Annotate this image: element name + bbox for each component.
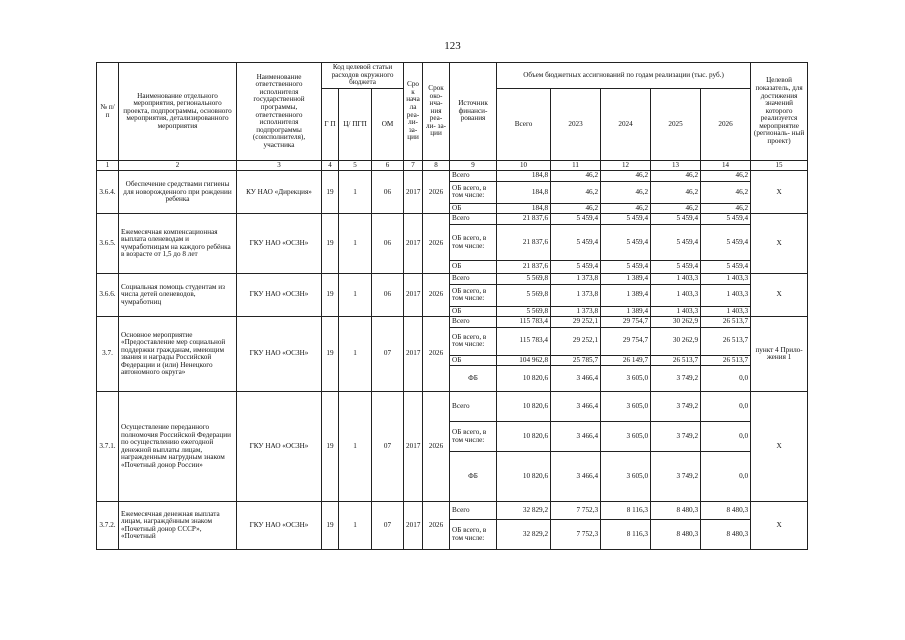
table-row [97,317,808,328]
funding-source: ФБ [450,366,497,392]
amount-2026: 0,0 [701,392,751,422]
amount-2026: 26 513,7 [701,355,751,366]
start-year: 2017 [404,317,423,392]
amount-2024: 3 605,0 [601,392,651,422]
funding-source: ФБ [450,452,497,502]
header-total: Всего [497,89,551,161]
funding-source: ОБ [450,306,497,317]
amount-2026: 26 513,7 [701,317,751,328]
amount-2026: 5 459,4 [701,261,751,274]
header-volume-group: Объем бюджетных ассигнований по годам реализации (тыс. руб.) [497,63,751,89]
amount-2024: 1 389,4 [601,306,651,317]
amount-2023: 46,2 [551,203,601,214]
header-target: Целевой показатель, для достижения значений которого реализуется мероприятие (региональ- ный проект) [751,63,808,161]
end-year: 2026 [423,214,450,274]
amount-total: 10 820,6 [497,422,551,452]
funding-source: Всего [450,317,497,328]
table-row [97,171,808,182]
col-number: 8 [423,161,450,171]
code-pgp: 1 [339,392,372,502]
code-om: 07 [372,392,404,502]
amount-2023: 25 785,7 [551,355,601,366]
amount-2023: 3 466,4 [551,452,601,502]
responsible-executor: ГКУ НАО «ОСЗН» [237,214,322,274]
start-year: 2017 [404,502,423,550]
responsible-executor: ГКУ НАО «ОСЗН» [237,392,322,502]
amount-total: 104 962,8 [497,355,551,366]
amount-2024: 5 459,4 [601,214,651,225]
amount-2026: 8 480,3 [701,520,751,550]
start-year: 2017 [404,214,423,274]
code-pgp: 1 [339,274,372,317]
col-number: 10 [497,161,551,171]
col-number: 9 [450,161,497,171]
amount-2023: 46,2 [551,181,601,203]
row-number: 3.6.6. [97,274,119,317]
amount-2025: 3 749,2 [651,422,701,452]
col-number: 12 [601,161,651,171]
responsible-executor: ГКУ НАО «ОСЗН» [237,274,322,317]
table-row [97,274,808,285]
header-year-2026: 2026 [701,89,751,161]
header-year-2024: 2024 [601,89,651,161]
funding-source: Всего [450,392,497,422]
responsible-executor: КУ НАО «Дирекция» [237,171,322,214]
funding-source: ОБ всего, в том числе: [450,327,497,355]
amount-2025: 3 749,2 [651,392,701,422]
row-number: 3.6.5. [97,214,119,274]
amount-total: 10 820,6 [497,366,551,392]
col-number: 14 [701,161,751,171]
amount-2023: 5 459,4 [551,225,601,261]
amount-2024: 46,2 [601,171,651,182]
target-indicator: Х [751,274,808,317]
amount-2026: 46,2 [701,181,751,203]
funding-source: ОБ [450,261,497,274]
amount-2026: 0,0 [701,366,751,392]
amount-2023: 1 373,8 [551,284,601,306]
funding-source: Всего [450,502,497,520]
code-gp: 19 [322,502,339,550]
amount-2024: 5 459,4 [601,225,651,261]
amount-2026: 46,2 [701,171,751,182]
funding-source: ОБ всего, в том числе: [450,225,497,261]
amount-total: 32 829,2 [497,502,551,520]
amount-2026: 1 403,3 [701,306,751,317]
amount-total: 21 837,6 [497,261,551,274]
amount-2025: 30 262,9 [651,327,701,355]
measure-name: Социальная помощь студентам из числа детей оленеводов, чумработниц [119,274,237,317]
start-year: 2017 [404,392,423,502]
code-pgp: 1 [339,214,372,274]
amount-total: 10 820,6 [497,452,551,502]
code-gp: 19 [322,392,339,502]
code-pgp: 1 [339,171,372,214]
header-year-2025: 2025 [651,89,701,161]
amount-2025: 5 459,4 [651,261,701,274]
amount-2026: 5 459,4 [701,225,751,261]
amount-2023: 29 252,1 [551,327,601,355]
code-om: 06 [372,214,404,274]
end-year: 2026 [423,171,450,214]
end-year: 2026 [423,502,450,550]
amount-2024: 46,2 [601,181,651,203]
amount-2024: 26 149,7 [601,355,651,366]
col-number: 6 [372,161,404,171]
responsible-executor: ГКУ НАО «ОСЗН» [237,317,322,392]
header-code-group: Код целевой статьи расходов окружного бюджета [322,63,404,89]
start-year: 2017 [404,274,423,317]
amount-2025: 26 513,7 [651,355,701,366]
end-year: 2026 [423,274,450,317]
amount-2024: 1 389,4 [601,274,651,285]
target-indicator: пункт 4 Прило- жения 1 [751,317,808,392]
amount-total: 5 569,8 [497,284,551,306]
amount-2023: 1 373,8 [551,274,601,285]
amount-2026: 0,0 [701,452,751,502]
amount-2025: 46,2 [651,171,701,182]
amount-2025: 5 459,4 [651,225,701,261]
amount-2025: 30 262,9 [651,317,701,328]
amount-total: 184,8 [497,171,551,182]
amount-2025: 8 480,3 [651,502,701,520]
amount-2024: 3 605,0 [601,452,651,502]
amount-2023: 3 466,4 [551,366,601,392]
amount-2026: 26 513,7 [701,327,751,355]
header-start: Срок нача ла реа- ли- за- ции [404,63,423,161]
table-row [97,214,808,225]
header-gp: Г П [322,89,339,161]
col-number: 2 [119,161,237,171]
amount-total: 115 783,4 [497,327,551,355]
col-number: 7 [404,161,423,171]
amount-2026: 1 403,3 [701,274,751,285]
budget-table [96,62,808,550]
amount-2025: 46,2 [651,181,701,203]
code-gp: 19 [322,317,339,392]
column-number-row [97,161,808,171]
amount-2024: 8 116,3 [601,520,651,550]
code-gp: 19 [322,214,339,274]
target-indicator: Х [751,214,808,274]
amount-2026: 1 403,3 [701,284,751,306]
amount-2025: 1 403,3 [651,284,701,306]
header-om: ОМ [372,89,404,161]
measure-name: Осуществление переданного полномочия Российской Федерации по осуществлению ежегодной денежной выплаты лицам, награжденным нагрудным знаком «Почетный донор России» [119,392,237,502]
row-number: 3.7.1. [97,392,119,502]
measure-name: Ежемесячная денежная выплата лицам, награждённым знаком «Почетный донор СССР», «Почетный [119,502,237,550]
amount-2025: 8 480,3 [651,520,701,550]
amount-2025: 5 459,4 [651,214,701,225]
amount-2024: 5 459,4 [601,261,651,274]
row-number: 3.7.2. [97,502,119,550]
header-source: Источник финанси- рования [450,63,497,161]
end-year: 2026 [423,392,450,502]
funding-source: Всего [450,274,497,285]
page-number: 123 [444,40,461,52]
amount-total: 32 829,2 [497,520,551,550]
amount-2023: 3 466,4 [551,392,601,422]
amount-2023: 7 752,3 [551,502,601,520]
amount-2026: 0,0 [701,422,751,452]
col-number: 11 [551,161,601,171]
header-pgp: Ц/ ПГП [339,89,372,161]
amount-2023: 1 373,8 [551,306,601,317]
code-om: 07 [372,502,404,550]
amount-2023: 46,2 [551,171,601,182]
amount-2023: 3 466,4 [551,422,601,452]
amount-total: 21 837,6 [497,214,551,225]
amount-2025: 1 403,3 [651,306,701,317]
funding-source: Всего [450,214,497,225]
funding-source: ОБ всего, в том числе: [450,520,497,550]
start-year: 2017 [404,171,423,214]
amount-total: 21 837,6 [497,225,551,261]
amount-total: 115 783,4 [497,317,551,328]
amount-2025: 46,2 [651,203,701,214]
measure-name: Обеспечение средствами гигиены для новорожденного при рождении ребенка [119,171,237,214]
code-om: 06 [372,274,404,317]
code-om: 06 [372,171,404,214]
header-responsible: Наименование ответственного исполнителя государственной программы, ответственного исполнителя подпрограммы (соисполнителя), участника [237,63,322,161]
row-number: 3.6.4. [97,171,119,214]
row-number: 3.7. [97,317,119,392]
amount-2025: 3 749,2 [651,452,701,502]
amount-2024: 3 605,0 [601,366,651,392]
header-no: № п/п [97,63,119,161]
table-row [97,392,808,422]
header-end: Срок око- нча- ния реа- ли- за- ции [423,63,450,161]
amount-total: 10 820,6 [497,392,551,422]
header-year-2023: 2023 [551,89,601,161]
measure-name: Основное мероприятие «Предоставление мер социальной поддержки гражданам, имеющим звания и награды Российской Федерации и (или) Ненецкого автономного округа» [119,317,237,392]
target-indicator: Х [751,392,808,502]
col-number: 5 [339,161,372,171]
table-row [97,502,808,520]
amount-2024: 1 389,4 [601,284,651,306]
responsible-executor: ГКУ НАО «ОСЗН» [237,502,322,550]
code-pgp: 1 [339,317,372,392]
amount-total: 5 569,8 [497,274,551,285]
amount-2026: 8 480,3 [701,502,751,520]
code-gp: 19 [322,171,339,214]
amount-2024: 29 754,7 [601,327,651,355]
funding-source: ОБ [450,355,497,366]
measure-name: Ежемесячная компенсационная выплата оленеводам и чумработницам на каждого ребёнка в возрасте от 1,5 до 8 лет [119,214,237,274]
amount-2026: 46,2 [701,203,751,214]
amount-2026: 5 459,4 [701,214,751,225]
amount-2023: 29 252,1 [551,317,601,328]
funding-source: ОБ всего, в том числе: [450,422,497,452]
funding-source: Всего [450,171,497,182]
code-gp: 19 [322,274,339,317]
amount-2025: 1 403,3 [651,274,701,285]
header-name: Наименование отдельного мероприятия, регионального проекта, подпрограммы, основного мероприятия, детализированного мероприятия [119,63,237,161]
amount-2025: 3 749,2 [651,366,701,392]
amount-total: 184,8 [497,203,551,214]
col-number: 1 [97,161,119,171]
amount-2023: 7 752,3 [551,520,601,550]
target-indicator: Х [751,171,808,214]
col-number: 4 [322,161,339,171]
funding-source: ОБ [450,203,497,214]
col-number: 15 [751,161,808,171]
col-number: 13 [651,161,701,171]
funding-source: ОБ всего, в том числе: [450,181,497,203]
amount-total: 5 569,8 [497,306,551,317]
end-year: 2026 [423,317,450,392]
amount-2024: 46,2 [601,203,651,214]
code-pgp: 1 [339,502,372,550]
amount-2024: 3 605,0 [601,422,651,452]
amount-2023: 5 459,4 [551,261,601,274]
code-om: 07 [372,317,404,392]
amount-2023: 5 459,4 [551,214,601,225]
target-indicator: Х [751,502,808,550]
amount-total: 184,8 [497,181,551,203]
amount-2024: 29 754,7 [601,317,651,328]
amount-2024: 8 116,3 [601,502,651,520]
funding-source: ОБ всего, в том числе: [450,284,497,306]
header-row [97,63,808,89]
col-number: 3 [237,161,322,171]
